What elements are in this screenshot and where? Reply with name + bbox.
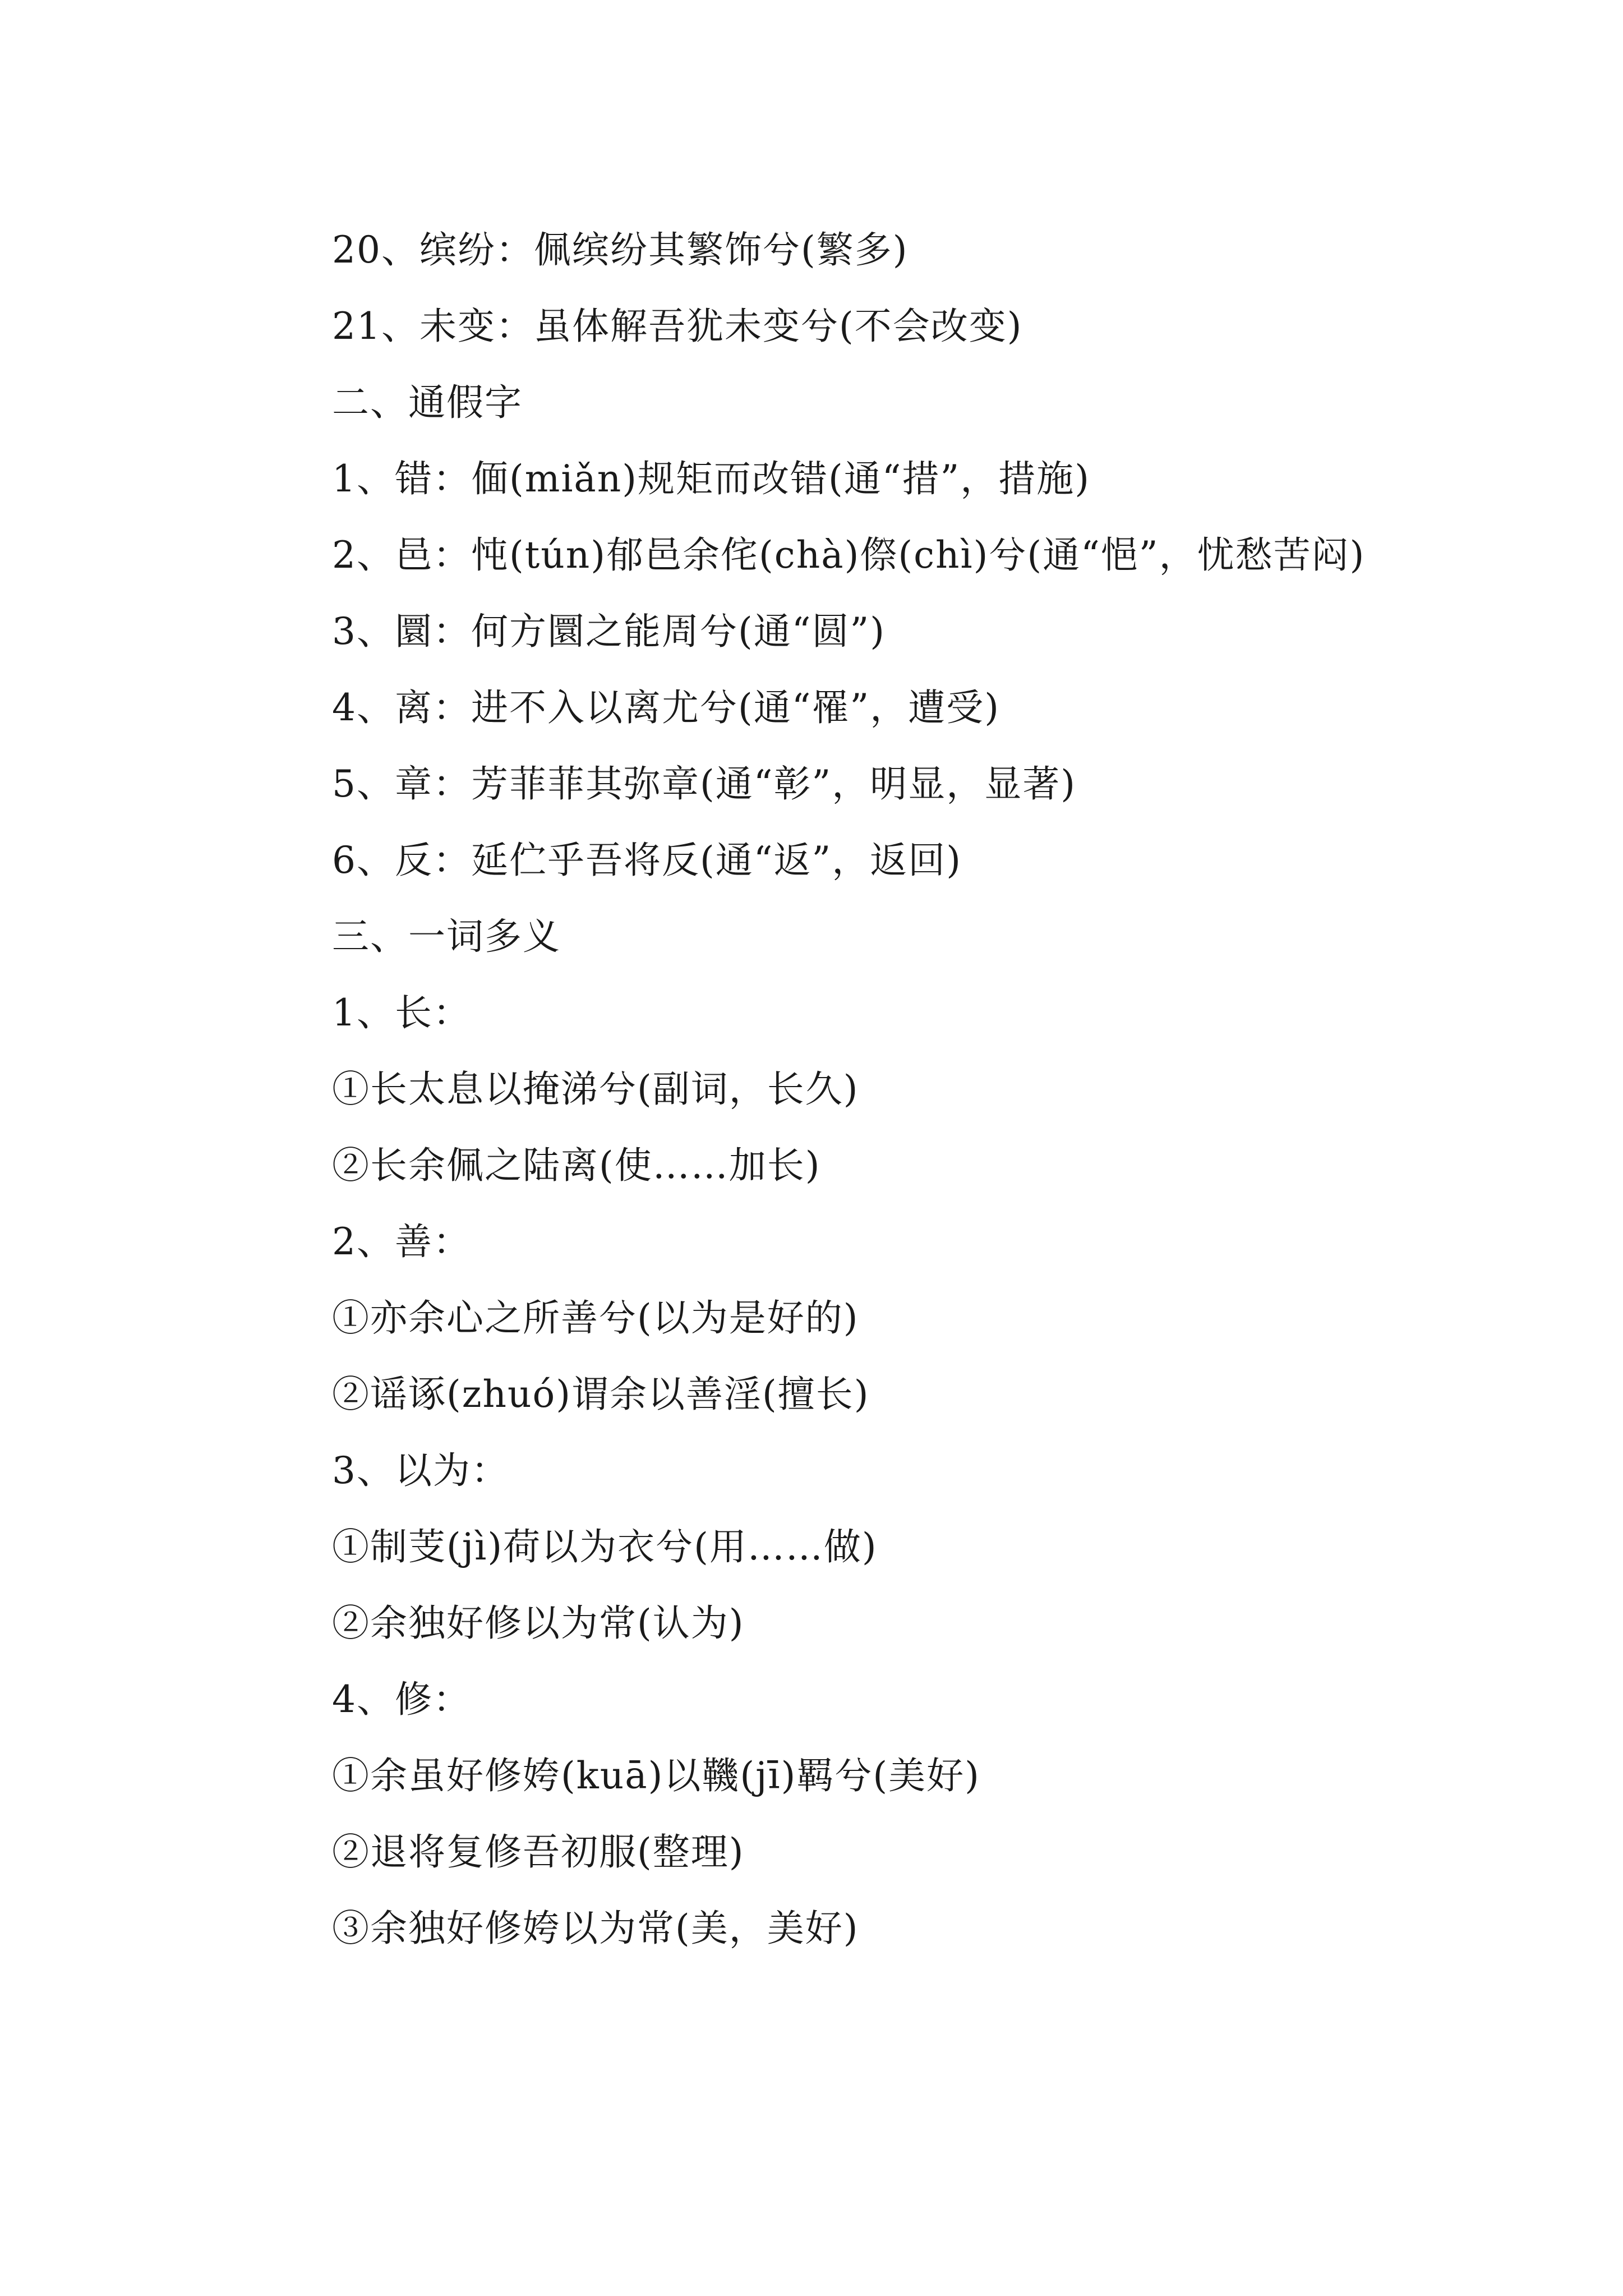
section-heading-tongjiazi: 二、通假字 [332,381,523,424]
polysemy-xiu-sense-2: ②退将复修吾初服(整理) [332,1830,745,1874]
polysemy-yiwei-sense-2: ②余独好修以为常(认为) [332,1602,745,1645]
tongjiazi-item-5: 5、章：芳菲菲其弥章(通“彰”，明显，显著) [332,762,1076,806]
tongjiazi-item-3: 3、圜：何方圜之能周兮(通“圆”) [332,610,886,653]
document-body [250,212,1417,1967]
vocab-item-21: 21、未变：虽体解吾犹未变兮(不会改变) [332,305,1023,348]
polysemy-word-yiwei: 3、以为： [332,1449,509,1492]
polysemy-word-chang: 1、长： [332,991,471,1034]
tongjiazi-item-6: 6、反：延伫乎吾将反(通“返”，返回) [332,839,962,882]
polysemy-xiu-sense-3: ③余独好修姱以为常(美，美好) [332,1907,859,1950]
polysemy-chang-sense-1: ①长太息以掩涕兮(副词，长久) [332,1068,859,1111]
polysemy-word-xiu: 4、修： [332,1678,471,1721]
tongjiazi-item-4: 4、离：进不入以离尤兮(通“罹”，遭受) [332,686,1000,729]
polysemy-chang-sense-2: ②长余佩之陆离(使……加长) [332,1144,821,1187]
tongjiazi-item-1: 1、错：偭(miǎn)规矩而改错(通“措”，措施) [332,457,1091,500]
section-heading-yiciduoyi: 三、一词多义 [332,915,561,958]
polysemy-shan-sense-2: ②谣诼(zhuó)谓余以善淫(擅长) [332,1373,870,1416]
vocab-item-20: 20、缤纷：佩缤纷其繁饰兮(繁多) [332,228,909,272]
tongjiazi-item-2: 2、邑：忳(tún)郁邑余侘(chà)傺(chì)兮(通“悒”，忧愁苦闷) [332,533,1366,577]
polysemy-xiu-sense-1: ①余虽好修姱(kuā)以鞿(jī)羁兮(美好) [332,1754,980,1797]
polysemy-word-shan: 2、善： [332,1220,471,1263]
polysemy-shan-sense-1: ①亦余心之所善兮(以为是好的) [332,1296,859,1340]
polysemy-yiwei-sense-1: ①制芰(jì)荷以为衣兮(用……做) [332,1525,878,1568]
